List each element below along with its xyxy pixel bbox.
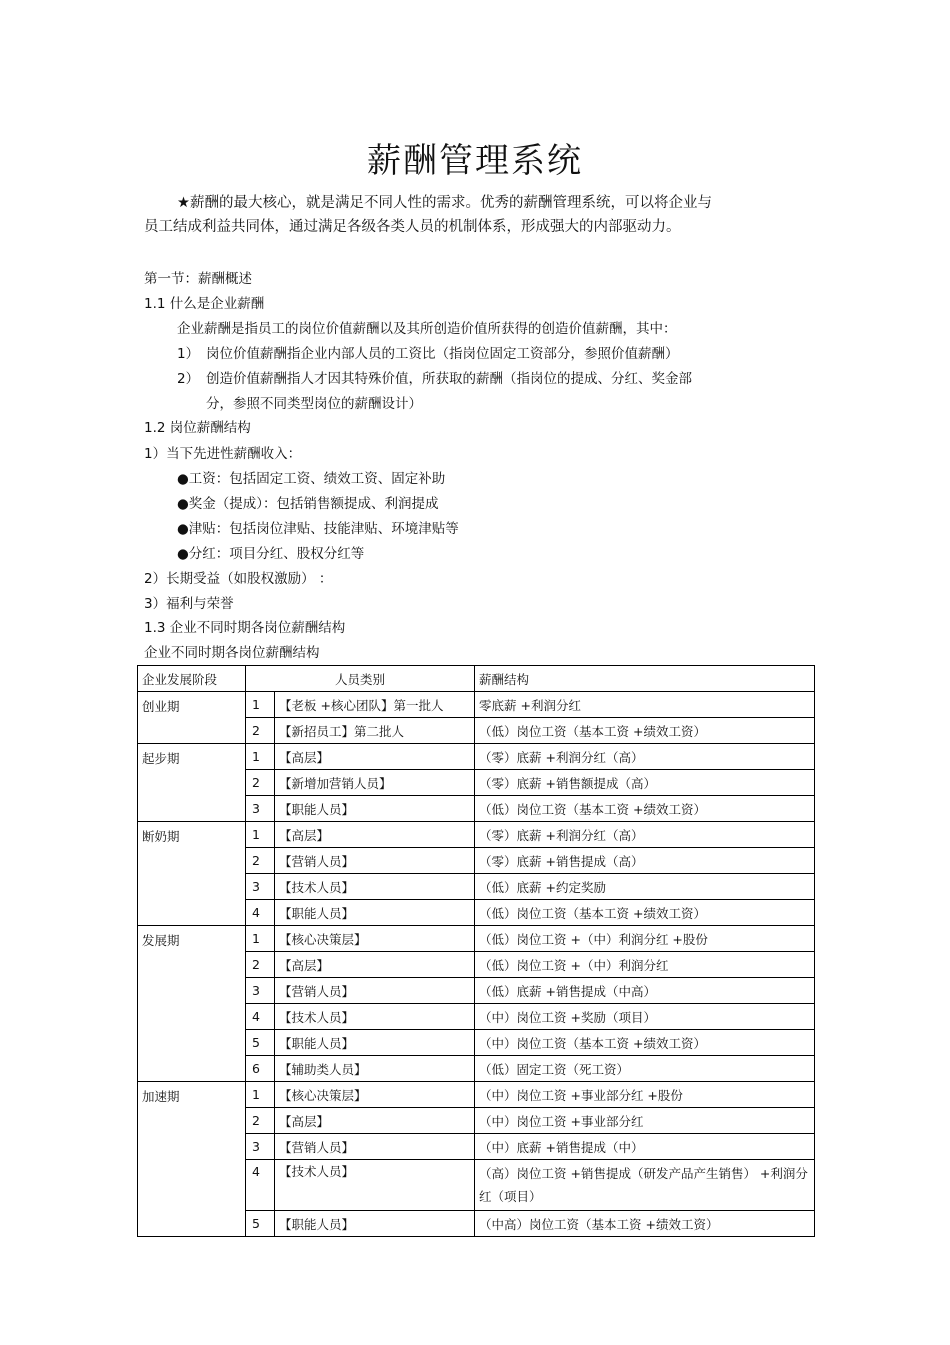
pay-structure-cell: （中）岗位工资（基本工资 +绩效工资）	[475, 1030, 815, 1056]
heading-1-1: 1.1 什么是企业薪酬	[144, 296, 265, 312]
row-number-cell: 4	[246, 1160, 275, 1211]
bullet-item: ●津贴：包括岗位津贴、技能津贴、环境津贴等	[177, 521, 459, 537]
personnel-cell: 【新增加营销人员】	[275, 770, 475, 796]
personnel-cell: 【技术人员】	[275, 874, 475, 900]
bullet-item: ●奖金（提成）：包括销售额提成、利润提成	[177, 496, 439, 512]
personnel-cell: 【高层】	[275, 822, 475, 848]
bullet-item: ●分红：项目分红、股权分红等	[177, 546, 365, 562]
row-number-cell: 2	[246, 848, 275, 874]
personnel-cell: 【职能人员】	[275, 796, 475, 822]
row-number-cell: 3	[246, 1134, 275, 1160]
row-number-cell: 5	[246, 1211, 275, 1237]
pay-structure-cell: （低）底薪 +销售提成（中高）	[475, 978, 815, 1004]
personnel-cell: 【营销人员】	[275, 848, 475, 874]
list-item: 2）长期受益（如股权激励） ：	[144, 571, 333, 587]
list-item: 1）当下先进性薪酬收入：	[144, 446, 302, 462]
row-number-cell: 2	[246, 770, 275, 796]
personnel-cell: 【辅助类人员】	[275, 1056, 475, 1082]
pay-structure-cell: （零）底薪 +销售提成（高）	[475, 848, 815, 874]
item-1-number: 1）	[177, 346, 200, 362]
pay-structure-cell: （低）岗位工资（基本工资 +绩效工资）	[475, 796, 815, 822]
personnel-cell: 【核心决策层】	[275, 1082, 475, 1108]
item-2-text: 创造价值薪酬指人才因其特殊价值，所获取的薪酬（指岗位的提成、分红、奖金部	[206, 371, 692, 387]
personnel-cell: 【高层】	[275, 744, 475, 770]
item-1-text: 岗位价值薪酬指企业内部人员的工资比（指岗位固定工资部分，参照价值薪酬）	[206, 346, 679, 362]
row-number-cell: 1	[246, 822, 275, 848]
pay-structure-cell: （低）底薪 +约定奖励	[475, 874, 815, 900]
pay-structure-cell: （零）底薪 +利润分红（高）	[475, 822, 815, 848]
pay-structure-cell: （低）岗位工资（基本工资 +绩效工资）	[475, 900, 815, 926]
row-number-cell: 2	[246, 952, 275, 978]
row-number-cell: 3	[246, 796, 275, 822]
pay-structure-cell: （中）岗位工资 +奖励（项目）	[475, 1004, 815, 1030]
paragraph-1-1: 企业薪酬是指员工的岗位价值薪酬以及其所创造价值所获得的创造价值薪酬，其中：	[177, 321, 677, 337]
header-pay-structure: 薪酬结构	[475, 666, 815, 692]
row-number-cell: 1	[246, 744, 275, 770]
row-number-cell: 1	[246, 692, 275, 718]
salary-structure-table	[137, 665, 815, 1237]
personnel-cell: 【老板 +核心团队】第一批人	[275, 692, 475, 718]
table-row	[138, 822, 815, 848]
personnel-cell: 【职能人员】	[275, 1030, 475, 1056]
header-personnel: 人员类别	[246, 666, 475, 692]
pay-structure-cell: （中）底薪 +销售提成（中）	[475, 1134, 815, 1160]
table-row	[138, 692, 815, 718]
personnel-cell: 【核心决策层】	[275, 926, 475, 952]
personnel-cell: 【营销人员】	[275, 978, 475, 1004]
heading-1-3: 1.3 企业不同时期各岗位薪酬结构	[144, 620, 346, 636]
intro-line-2: 员工结成利益共同体，通过满足各级各类人员的机制体系，形成强大的内部驱动力。	[144, 219, 681, 235]
pay-structure-cell: （低）固定工资（死工资）	[475, 1056, 815, 1082]
pay-structure-cell: （高）岗位工资 +销售提成（研发产品产生销售） +利润分红（项目）	[475, 1160, 815, 1211]
stage-cell: 发展期	[138, 926, 246, 1082]
pay-structure-cell: （零）底薪 +利润分红（高）	[475, 744, 815, 770]
stage-cell: 起步期	[138, 744, 246, 822]
personnel-cell: 【营销人员】	[275, 1134, 475, 1160]
row-number-cell: 1	[246, 1082, 275, 1108]
pay-structure-cell: （中高）岗位工资（基本工资 +绩效工资）	[475, 1211, 815, 1237]
row-number-cell: 2	[246, 718, 275, 744]
pay-structure-cell: （低）岗位工资（基本工资 +绩效工资）	[475, 718, 815, 744]
personnel-cell: 【高层】	[275, 1108, 475, 1134]
row-number-cell: 1	[246, 926, 275, 952]
stage-cell: 断奶期	[138, 822, 246, 926]
row-number-cell: 4	[246, 900, 275, 926]
item-2-number: 2）	[177, 371, 200, 387]
header-stage: 企业发展阶段	[138, 666, 246, 692]
row-number-cell: 2	[246, 1108, 275, 1134]
pay-structure-cell: （低）岗位工资 +（中）利润分红 +股份	[475, 926, 815, 952]
row-number-cell: 3	[246, 978, 275, 1004]
intro-line-1: ★薪酬的最大核心，就是满足不同人性的需求。优秀的薪酬管理系统，可以将企业与	[177, 195, 712, 211]
stage-cell: 创业期	[138, 692, 246, 744]
pay-structure-cell: 零底薪 +利润分红	[475, 692, 815, 718]
table-row	[138, 744, 815, 770]
item-2-text-cont: 分，参照不同类型岗位的薪酬设计）	[206, 396, 422, 412]
personnel-cell: 【技术人员】	[275, 1004, 475, 1030]
pay-structure-cell: （中）岗位工资 +事业部分红 +股份	[475, 1082, 815, 1108]
pay-structure-cell: （零）底薪 +销售额提成（高）	[475, 770, 815, 796]
section-heading: 第一节：薪酬概述	[144, 271, 252, 287]
row-number-cell: 4	[246, 1004, 275, 1030]
table-row	[138, 1082, 815, 1108]
list-item: 3）福利与荣誉	[144, 596, 234, 612]
row-number-cell: 3	[246, 874, 275, 900]
personnel-cell: 【高层】	[275, 952, 475, 978]
row-number-cell: 6	[246, 1056, 275, 1082]
table-header-row	[138, 666, 815, 692]
pay-structure-cell: （低）岗位工资 +（中）利润分红	[475, 952, 815, 978]
pay-structure-cell: （中）岗位工资 +事业部分红	[475, 1108, 815, 1134]
stage-cell: 加速期	[138, 1082, 246, 1237]
personnel-cell: 【职能人员】	[275, 900, 475, 926]
table-row	[138, 926, 815, 952]
personnel-cell: 【新招员工】第二批人	[275, 718, 475, 744]
personnel-cell: 【职能人员】	[275, 1211, 475, 1237]
heading-1-2: 1.2 岗位薪酬结构	[144, 420, 251, 436]
row-number-cell: 5	[246, 1030, 275, 1056]
bullet-item: ●工资：包括固定工资、绩效工资、固定补助	[177, 471, 446, 487]
page-title: 薪酬管理系统	[367, 141, 583, 181]
personnel-cell: 【技术人员】	[275, 1160, 475, 1211]
table-caption: 企业不同时期各岗位薪酬结构	[144, 645, 320, 661]
